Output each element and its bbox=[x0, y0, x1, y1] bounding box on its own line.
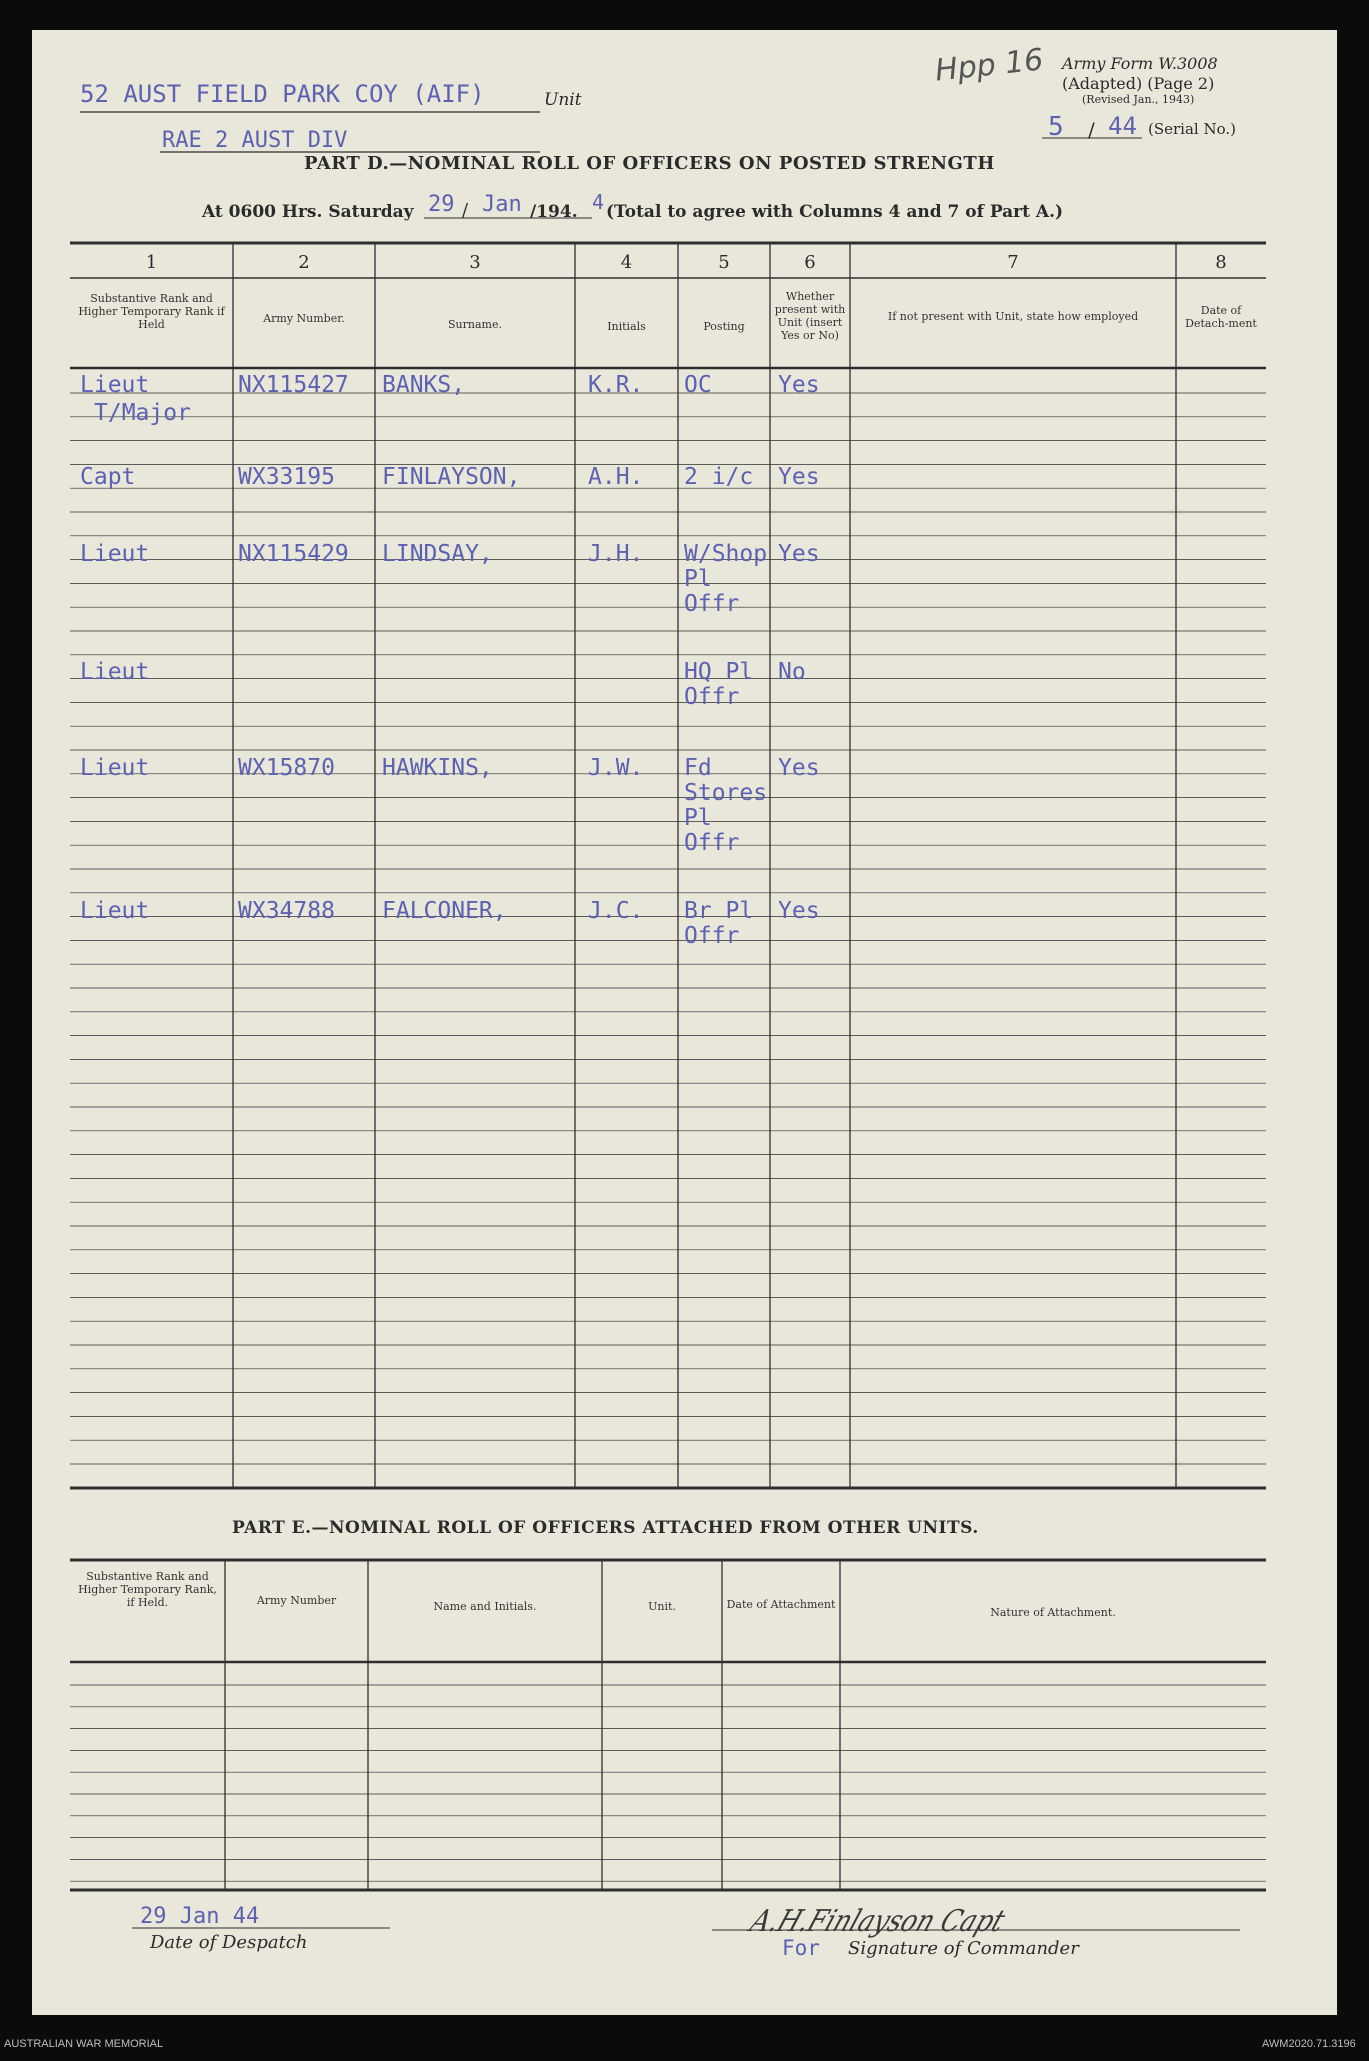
date-day: 29 bbox=[428, 192, 455, 217]
part-d-column-number: 3 bbox=[469, 252, 481, 273]
part-d-column-number: 8 bbox=[1215, 252, 1227, 273]
part-e-column-header: Date of Attachment bbox=[726, 1598, 836, 1611]
part-d-column-header: If not present with Unit, state how employed bbox=[887, 310, 1139, 323]
entry-posting: Offr bbox=[684, 830, 740, 856]
entry-initials: A.H. bbox=[588, 464, 644, 490]
credit-right: AWM2020.71.3196 bbox=[1262, 2038, 1356, 2050]
date-month: Jan bbox=[482, 192, 522, 217]
entry-rank: Lieut bbox=[80, 541, 150, 567]
commander-signature: A.H.Finlayson Capt bbox=[745, 1904, 1010, 1939]
part-d-column-header: Initials bbox=[607, 320, 646, 333]
part-e-column-header: Unit. bbox=[648, 1600, 676, 1613]
entry-surname: FINLAYSON, bbox=[382, 464, 521, 490]
part-d-column-header: Surname. bbox=[448, 318, 502, 331]
entry-posting: OC bbox=[684, 372, 712, 398]
part-e-column-header: Army Number bbox=[256, 1594, 337, 1607]
entry-present: Yes bbox=[778, 755, 820, 781]
entry-posting: HQ Pl bbox=[684, 659, 754, 685]
date-sep2: /194. bbox=[530, 202, 578, 222]
entry-posting: W/Shop bbox=[684, 541, 768, 567]
part-d-column-header: Whether present with Unit (insert Yes or No) bbox=[774, 290, 846, 342]
credit-left: AUSTRALIAN WAR MEMORIAL bbox=[4, 2038, 164, 2050]
archive-reference: Hpp 16 bbox=[933, 42, 1045, 89]
entry-surname: FALCONER, bbox=[382, 898, 507, 924]
unit-label: Unit bbox=[544, 90, 582, 110]
entry-present: Yes bbox=[778, 372, 820, 398]
entry-army-number: WX15870 bbox=[238, 755, 335, 781]
date-suffix: (Total to agree with Columns 4 and 7 of Part A.) bbox=[606, 202, 1064, 222]
entry-rank: Capt bbox=[80, 464, 136, 490]
part-e-column-header: Nature of Attachment. bbox=[990, 1606, 1116, 1619]
unit-value: 52 AUST FIELD PARK COY (AIF) bbox=[80, 80, 485, 108]
entry-initials: K.R. bbox=[588, 372, 644, 398]
entry-posting: Stores bbox=[684, 780, 768, 806]
entry-surname: LINDSAY, bbox=[382, 541, 493, 567]
entry-army-number: NX115427 bbox=[238, 372, 349, 398]
part-d-column-header: Posting bbox=[703, 320, 745, 333]
despatch-label: Date of Despatch bbox=[150, 1932, 308, 1953]
serial-year: 44 bbox=[1108, 112, 1137, 140]
part-d-column-number: 5 bbox=[718, 252, 730, 273]
entry-army-number: WX33195 bbox=[238, 464, 335, 490]
serial-label: (Serial No.) bbox=[1148, 120, 1236, 138]
entry-posting: 2 i/c bbox=[684, 464, 754, 490]
entry-rank: Lieut bbox=[80, 755, 150, 781]
date-prefix: At 0600 Hrs. Saturday bbox=[202, 202, 414, 222]
part-d-title: PART D.—NOMINAL ROLL OF OFFICERS ON POSTED STRENGTH bbox=[304, 153, 995, 174]
part-d-column-header: Substantive Rank and Higher Temporary Rank if Held bbox=[78, 292, 225, 331]
part-d-column-number: 2 bbox=[298, 252, 310, 273]
entry-rank-temporary: T/Major bbox=[94, 400, 191, 426]
entry-posting: Offr bbox=[684, 923, 740, 949]
form-adapted: (Adapted) (Page 2) bbox=[1062, 74, 1215, 93]
entry-army-number: NX115429 bbox=[238, 541, 349, 567]
entry-posting: Offr bbox=[684, 684, 740, 710]
unit-formation: RAE 2 AUST DIV bbox=[162, 128, 348, 153]
part-e-column-header: Substantive Rank and Higher Temporary Rank, if Held. bbox=[78, 1570, 217, 1609]
signature-label: Signature of Commander bbox=[848, 1938, 1079, 1959]
entry-initials: J.H. bbox=[588, 541, 644, 567]
entry-present: Yes bbox=[778, 898, 820, 924]
entry-surname: HAWKINS, bbox=[382, 755, 493, 781]
part-d-column-number: 4 bbox=[620, 252, 633, 273]
part-e-title: PART E.—NOMINAL ROLL OF OFFICERS ATTACHED FROM OTHER UNITS. bbox=[232, 1518, 979, 1538]
part-d-column-number: 6 bbox=[804, 252, 816, 273]
date-sep1: / bbox=[462, 200, 469, 221]
entry-posting: Pl bbox=[684, 805, 712, 831]
entry-surname: BANKS, bbox=[382, 372, 466, 398]
entry-rank: Lieut bbox=[80, 372, 150, 398]
entry-rank: Lieut bbox=[80, 659, 150, 685]
entry-present: Yes bbox=[778, 541, 820, 567]
entry-posting: Offr bbox=[684, 591, 740, 617]
entry-posting: Br Pl bbox=[684, 898, 754, 924]
part-d-column-number: 1 bbox=[145, 252, 158, 273]
entry-initials: J.C. bbox=[588, 898, 644, 924]
for-label: For bbox=[782, 1936, 820, 1960]
serial-separator: / bbox=[1088, 118, 1095, 142]
form-revised: (Revised Jan., 1943) bbox=[1082, 93, 1195, 106]
entry-army-number: WX34788 bbox=[238, 898, 335, 924]
entry-rank: Lieut bbox=[80, 898, 150, 924]
serial-number: 5 bbox=[1048, 112, 1064, 142]
date-year-digit: 4 bbox=[592, 190, 605, 214]
entry-initials: J.W. bbox=[588, 755, 644, 781]
despatch-date: 29 Jan 44 bbox=[140, 1904, 260, 1929]
entry-present: Yes bbox=[778, 464, 820, 490]
part-d-column-header: Date of Detach-ment bbox=[1185, 304, 1257, 330]
entry-present: No bbox=[778, 659, 806, 685]
entry-posting: Pl bbox=[684, 566, 712, 592]
part-d-column-header: Army Number. bbox=[263, 312, 345, 325]
part-e-column-header: Name and Initials. bbox=[433, 1600, 537, 1613]
part-d-column-number: 7 bbox=[1007, 252, 1019, 273]
entry-posting: Fd bbox=[684, 755, 712, 781]
form-name: Army Form W.3008 bbox=[1062, 54, 1218, 73]
